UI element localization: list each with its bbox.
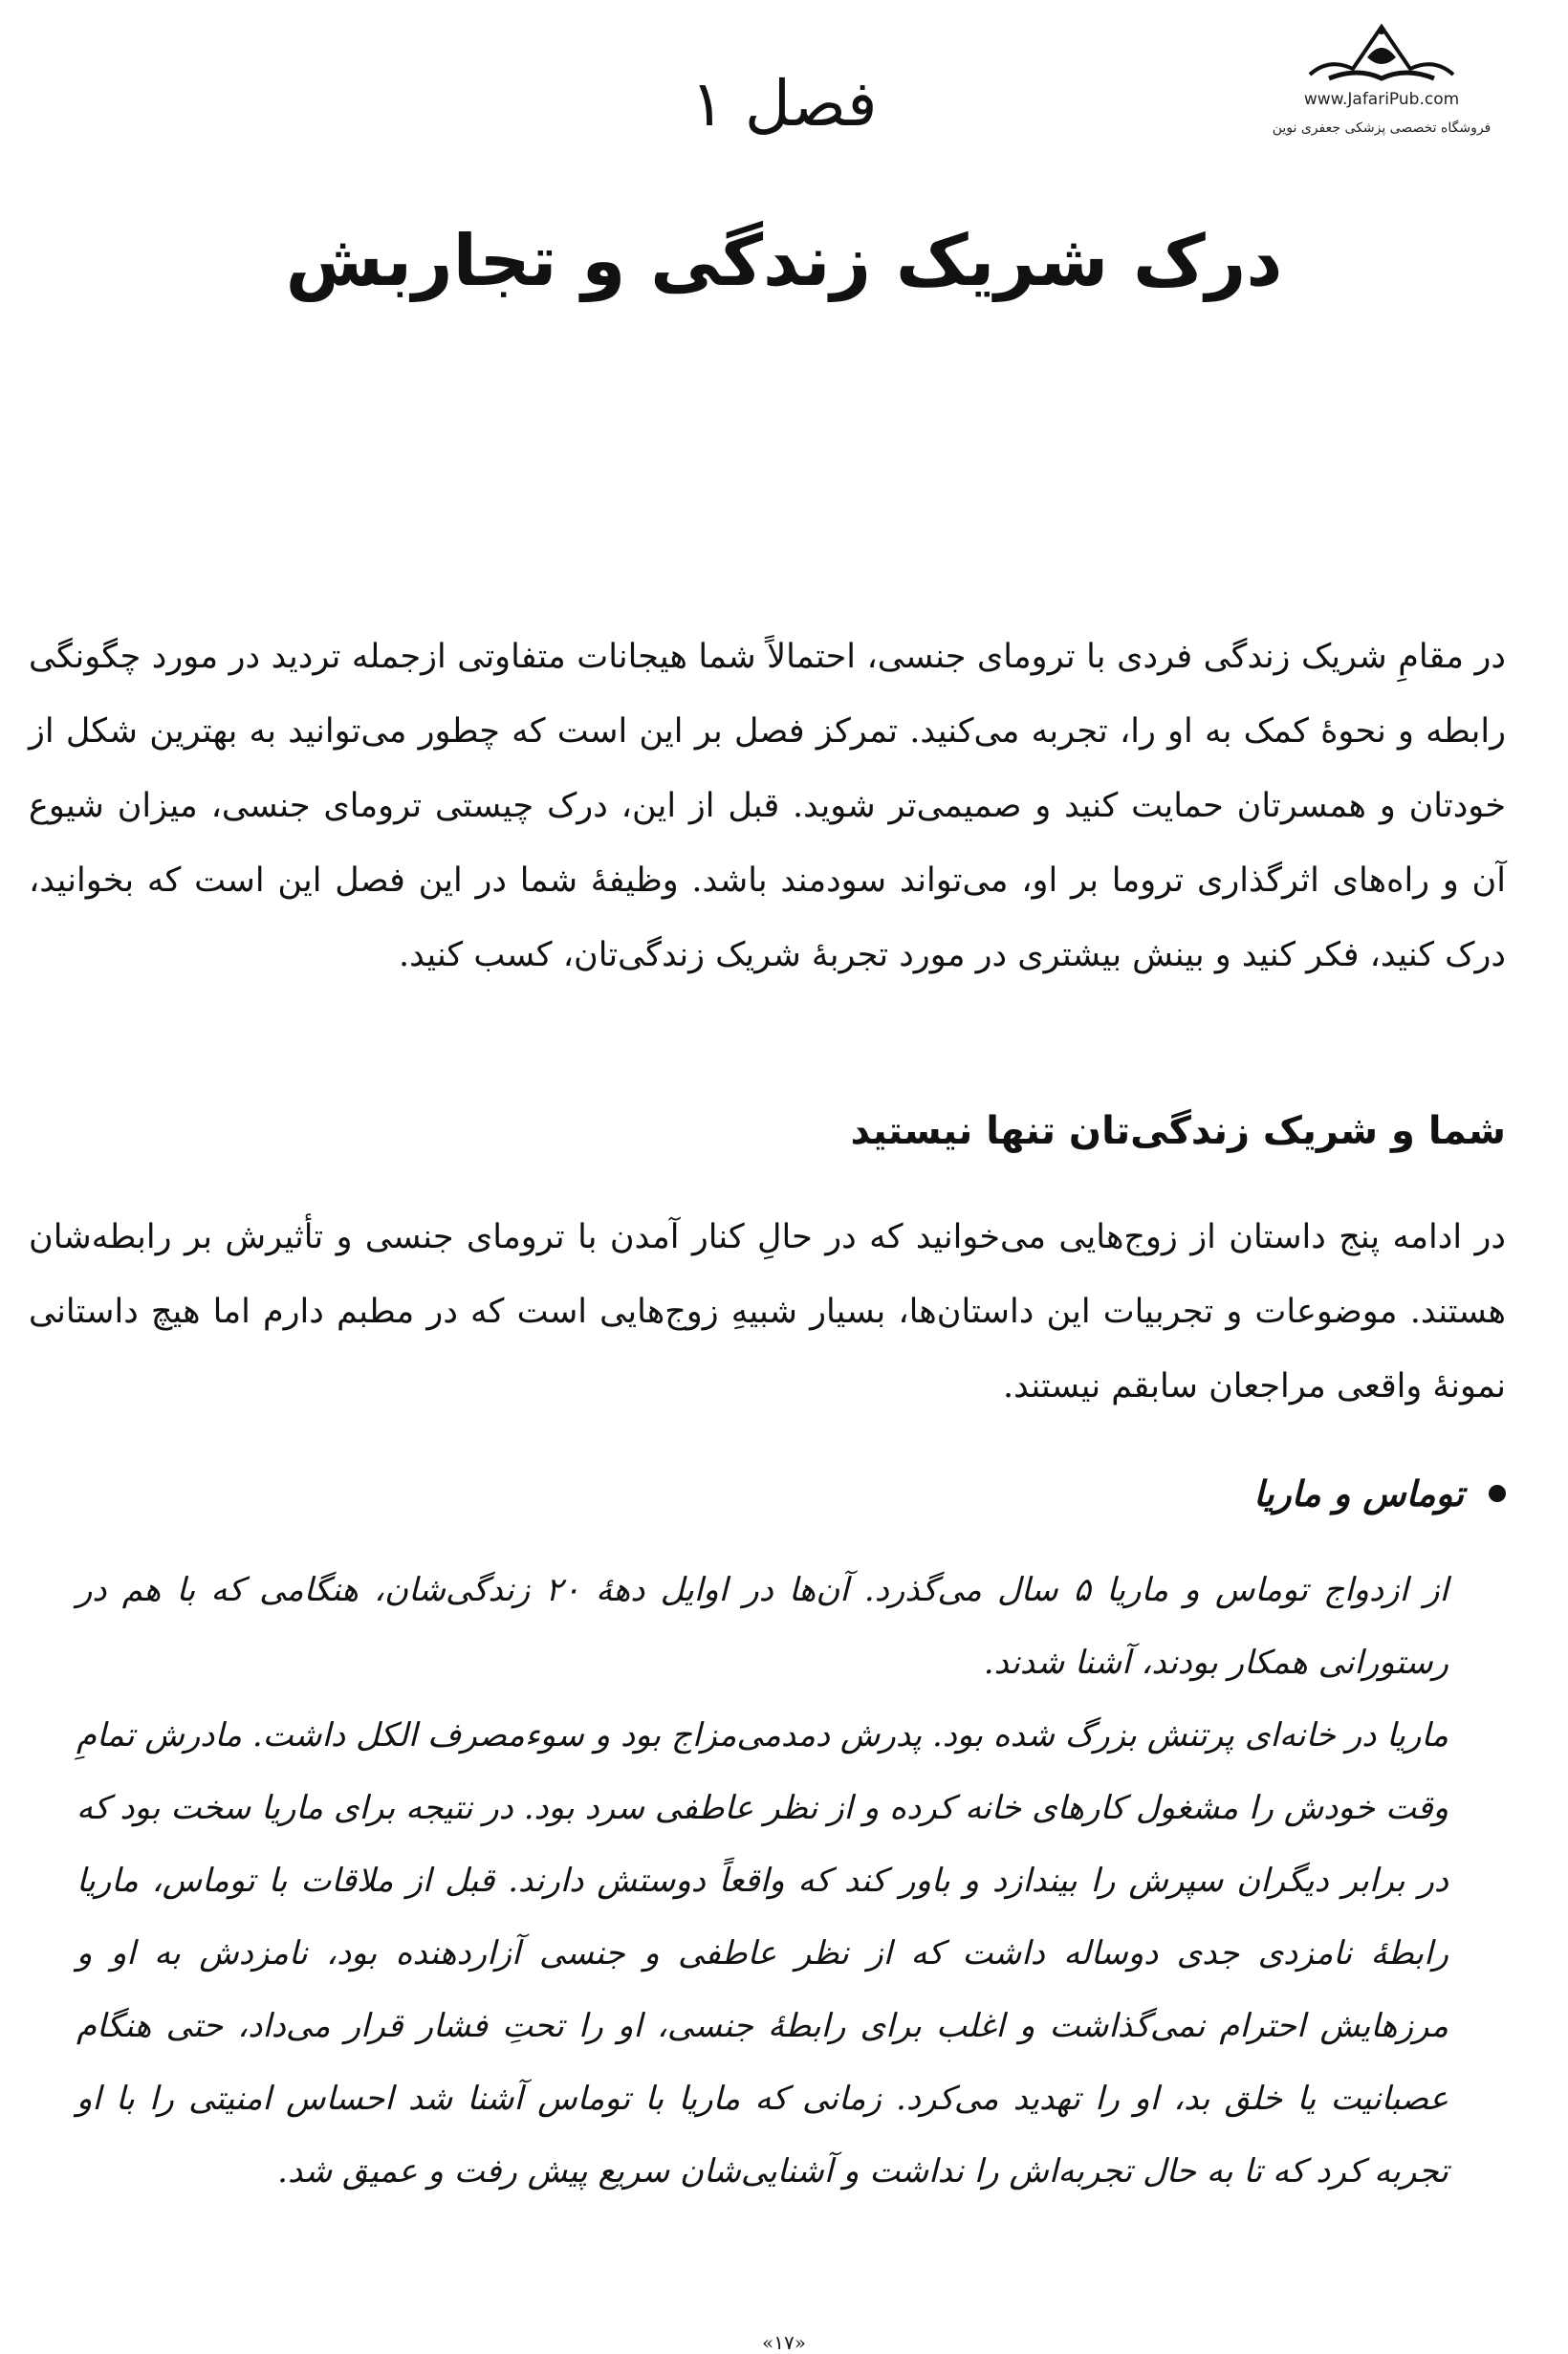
intro-paragraph: در مقامِ شریک زندگی فردی با ترومای جنسی، احتمالاً شما هیجانات متفاوتی ازجمله تردید در مورد چگونگی رابطه و نحوهٔ کمک به او را، تجربه می‌کنید. تمرکز فصل بر این است که چطور می‌توانید به بهترین شکل از خودتان و همسرتان حمایت کنید و صمیمی‌تر شوید. قبل از این، درک چیستی ترومای جنسی، میزان شیوع آن و راه‌های اثرگذاری تروما بر او، می‌تواند سودمند باشد. وظیفهٔ شما در این فصل این است که بخوانید، درک کنید، فکر کنید و بینش بیشتری در مورد تجربهٔ شریک زندگی‌تان، کسب کنید. — [29, 638, 1506, 974]
bullet-icon — [1489, 1485, 1506, 1502]
section-heading: شما و شریک زندگی‌تان تنها نیستید — [850, 1109, 1506, 1153]
section-paragraph: در ادامه پنج داستان از زوج‌هایی می‌خوانید که در حالِ کنار آمدن با ترومای جنسی و تأثیرش بر رابطه‌شان هستند. موضوعات و تجربیات این داستان‌ها، بسیار شبیهِ زوج‌هایی است که در مطبم دارم اما هیچ داستانی نمونهٔ واقعی مراجعان سابقم نیستند. — [29, 1218, 1506, 1406]
story-heading-text: توماس و ماریا — [1253, 1472, 1464, 1515]
story-heading — [1253, 1472, 1506, 1515]
story-body — [76, 1554, 1448, 2208]
publisher-url[interactable]: www.JafariPub.com — [1303, 90, 1460, 109]
chapter-number: فصل ۱ — [690, 67, 878, 141]
publisher-store-name: فروشگاه تخصصی پزشکی جعفری نوین — [1272, 120, 1492, 136]
chapter-title: درک شریک زندگی و تجاربش — [285, 220, 1283, 302]
story-paragraph: از ازدواج توماس و ماریا ۵ سال می‌گذرد. آن‌ها در اوایل دههٔ ۲۰ زندگی‌شان، هنگامی که با هم در رستورانی همکار بودند، آشنا شدند. — [76, 1571, 1448, 1682]
page-number: «۱۷» — [762, 2331, 806, 2354]
story-paragraph: ماریا در خانه‌ای پرتنش بزرگ شده بود. پدرش دمدمی‌مزاج بود و سوءمصرف الکل داشت. مادرش تمامِ وقت خودش را مشغول کارهای خانه کرده و از نظر عاطفی سرد بود. در نتیجه برای ماریا سخت بود که در برابر دیگران سپرش را بیندازد و باور کند که واقعاً دوستش دارند. قبل از ملاقات با توماس، ماریا رابطهٔ نامزدی جدی دوساله داشت که از نظر عاطفی و جنسی آزاردهنده بود، نامزدش به او و مرزهایش احترام نمی‌گذاشت و اغلب برای رابطهٔ جنسی، او را تحتِ فشار قرار می‌داد، حتی هنگام عصبانیت یا خلق بد، او را تهدید می‌کرد. زمانی که ماریا با توماس آشنا شد احساس امنیتی را با او تجربه کرد که تا به حال تجربه‌اش را نداشت و آشنایی‌شان سریع پیش رفت و عمیق شد. — [76, 1716, 1449, 2191]
